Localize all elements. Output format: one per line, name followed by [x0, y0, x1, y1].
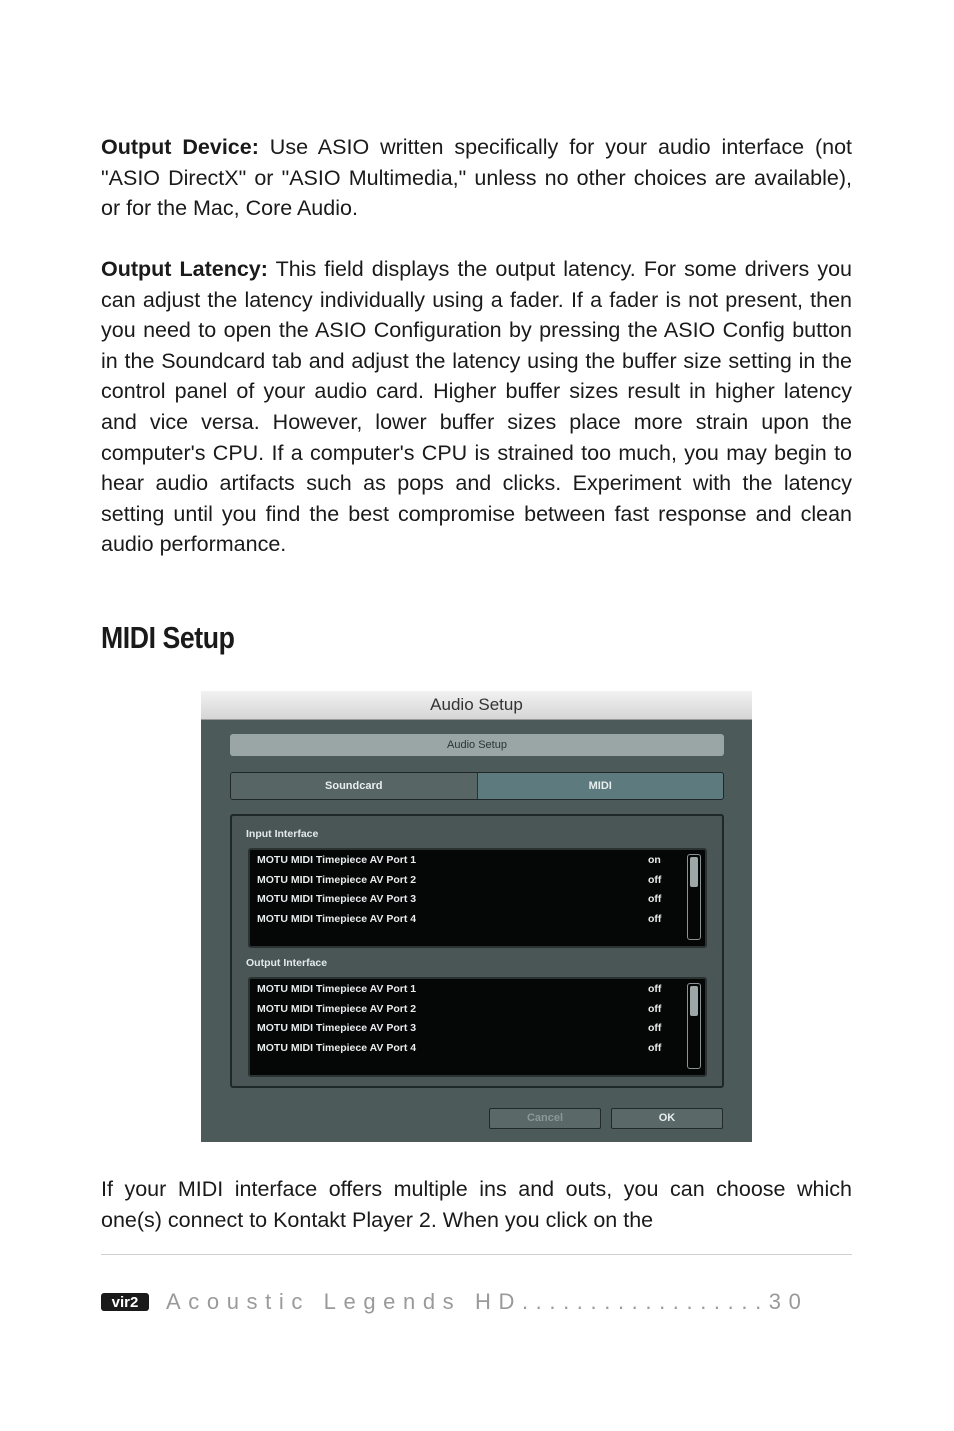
list-item[interactable]: MOTU MIDI Timepiece AV Port 1 on [257, 854, 661, 866]
midi-setup-heading: MIDI Setup [101, 620, 235, 655]
output-latency-label: Output Latency: [101, 257, 268, 281]
output-latency-paragraph [101, 254, 852, 560]
list-item[interactable]: MOTU MIDI Timepiece AV Port 3 off [257, 893, 662, 906]
output-device-text: Use ASIO written specifically for your audio interface (not "ASIO DirectX" or "ASIO Multimedia," unless no other choices are available), or for the Mac, Core Audio. [101, 135, 853, 221]
output-device-label: Output Device: [101, 135, 259, 159]
panel-title: Audio Setup [230, 734, 724, 756]
list-item[interactable]: MOTU MIDI Timepiece AV Port 2 off [257, 1002, 662, 1015]
input-interface-label: Input Interface [246, 828, 319, 840]
input-scrollbar[interactable] [687, 854, 701, 940]
output-device-paragraph [101, 132, 852, 224]
input-port-list[interactable] [248, 848, 707, 948]
tab-midi[interactable]: MIDI [478, 773, 724, 799]
list-item[interactable]: MOTU MIDI Timepiece AV Port 3 off [257, 1022, 662, 1035]
ok-button[interactable]: OK [611, 1108, 723, 1129]
footer-text: Acoustic Legends HD..................30 [166, 1289, 809, 1314]
output-latency-text: This field displays the output latency. For some drivers you can adjust the latency individually using a fader. If a fader is not present, then you need to open the ASIO Configuration by pressing the ASIO Config button in the Soundcard tab and adjust the latency using the buffer size setting in the control panel of your audio card. Higher buffer sizes result in higher latency and vice versa. However, lower buffer sizes place more strain upon the computer's CPU. If a computer's CPU is strained too much, you may begin to hear audio artifacts such as pops and clicks. Experiment with the latency setting until you find the best compromise between fast response and clean audio performance. [101, 257, 852, 557]
list-item[interactable]: MOTU MIDI Timepiece AV Port 1 off [257, 983, 662, 995]
tab-bar [230, 772, 724, 800]
output-port-list[interactable] [248, 977, 707, 1077]
vir2-logo [101, 1292, 149, 1312]
output-interface-label: Output Interface [246, 957, 328, 969]
audio-setup-screenshot [201, 691, 752, 1142]
list-item[interactable]: MOTU MIDI Timepiece AV Port 2 off [257, 873, 662, 886]
footer-divider [101, 1254, 852, 1255]
list-item[interactable]: MOTU MIDI Timepiece AV Port 4 off [257, 1042, 662, 1055]
output-scrollbar[interactable] [687, 983, 701, 1069]
midi-panel [230, 814, 724, 1088]
svg-text:vir2: vir2 [111, 1294, 139, 1311]
list-item[interactable]: MOTU MIDI Timepiece AV Port 4 off [257, 913, 662, 926]
scroll-thumb[interactable] [690, 857, 698, 887]
midi-interface-paragraph: If your MIDI interface offers multiple ins and outs, you can choose which one(s) connect to Kontakt Player 2. When you click on the [101, 1177, 852, 1232]
scroll-thumb[interactable] [690, 986, 698, 1016]
cancel-button[interactable]: Cancel [489, 1108, 601, 1129]
tab-soundcard[interactable]: Soundcard [231, 773, 478, 799]
window-title: Audio Setup [201, 691, 752, 720]
